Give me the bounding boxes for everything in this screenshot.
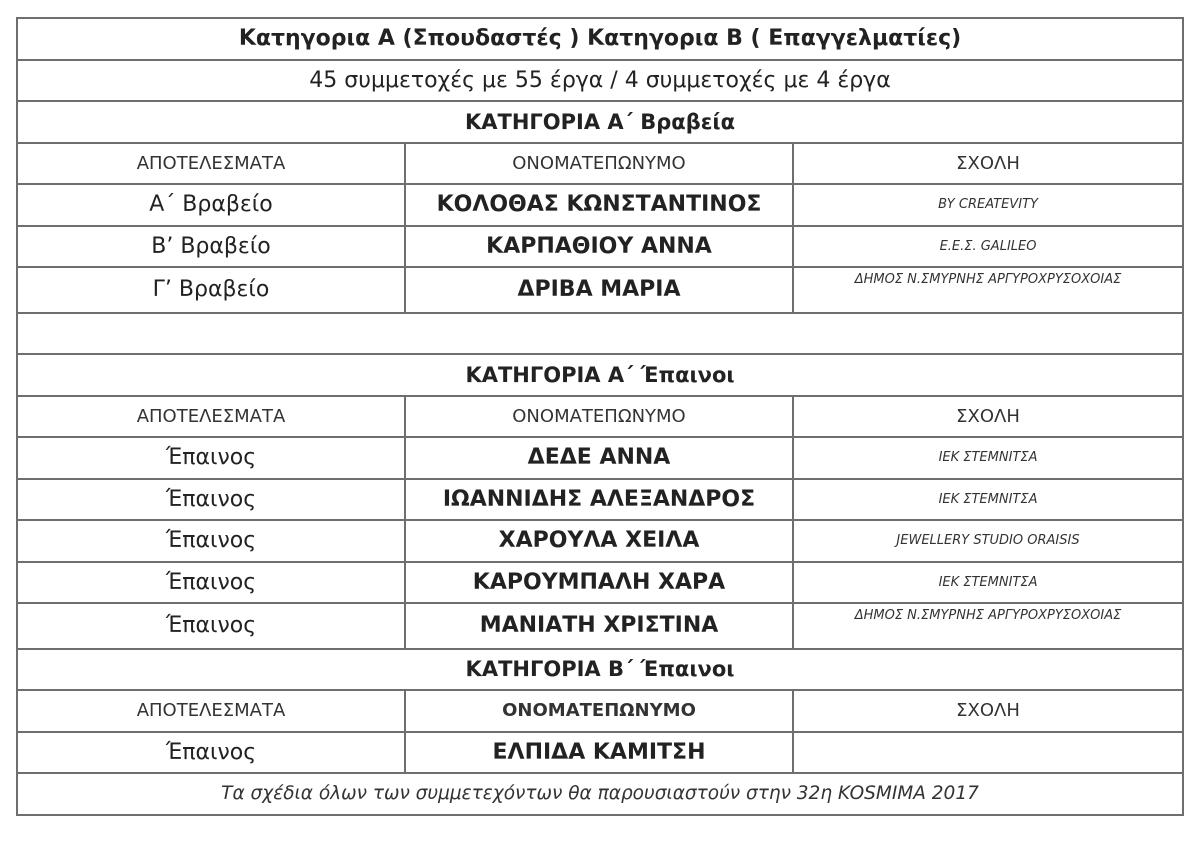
section-a-awards-row [17,101,1183,143]
school-cell: Ε.Ε.Σ. GALILEO [793,226,1183,268]
name-cell: ΚΑΡΟΥΜΠΑΛΗ ΧΑΡΑ [405,562,793,604]
header-school: ΣΧΟΛΗ [793,690,1183,732]
school-cell: JEWELLERY STUDIO ORAISIS [793,520,1183,562]
header-result: ΑΠΟΤΕΛΕΣΜΑΤΑ [17,690,405,732]
result-cell: Έπαινος [17,603,405,649]
name-cell: ΚΑΡΠΑΘΙΟΥ ΑΝΝΑ [405,226,793,268]
school-cell: ΔΗΜΟΣ Ν.ΣΜΥΡΝΗΣ ΑΡΓΥΡΟΧΡΥΣΟΧΟΙΑΣ [793,603,1183,649]
name-cell: ΚΟΛΟΘΑΣ ΚΩΝΣΤΑΝΤΙΝΟΣ [405,184,793,226]
name-cell: ΕΛΠΙΔΑ ΚΑΜΙΤΣΗ [405,732,793,774]
school-cell: ΔΗΜΟΣ Ν.ΣΜΥΡΝΗΣ ΑΡΓΥΡΟΧΡΥΣΟΧΟΙΑΣ [793,267,1183,313]
name-cell: ΙΩΑΝΝΙΔΗΣ ΑΛΕΞΑΝΔΡΟΣ [405,479,793,521]
result-cell: Έπαινος [17,732,405,774]
school-cell [793,732,1183,774]
result-cell: Έπαινος [17,562,405,604]
table-row [17,267,1183,313]
participation-summary: 45 συμμετοχές με 55 έργα / 4 συμμετοχές με 4 έργα [17,60,1183,102]
name-cell: ΧΑΡΟΥΛΑ ΧΕΙΛΑ [405,520,793,562]
title-row [17,18,1183,60]
section-a-awards-title: ΚΑΤΗΓΟΡΙΑ Α΄ Βραβεία [17,101,1183,143]
header-result: ΑΠΟΤΕΛΕΣΜΑΤΑ [17,143,405,185]
header-result: ΑΠΟΤΕΛΕΣΜΑΤΑ [17,396,405,438]
header-school: ΣΧΟΛΗ [793,396,1183,438]
school-cell: ΙΕΚ ΣΤΕΜΝΙΤΣΑ [793,479,1183,521]
name-cell: ΔΕΔΕ ΑΝΝΑ [405,437,793,479]
table-row [17,603,1183,649]
result-cell: Α΄ Βραβείο [17,184,405,226]
name-cell: ΜΑΝΙΑΤΗ ΧΡΙΣΤΙΝΑ [405,603,793,649]
table-row [17,226,1183,268]
result-cell: Γ’ Βραβείο [17,267,405,313]
footer-row [17,773,1183,815]
header-school: ΣΧΟΛΗ [793,143,1183,185]
result-cell: Β’ Βραβείο [17,226,405,268]
header-name: ΟΝΟΜΑΤΕΠΩΝΥΜΟ [405,143,793,185]
table-row [17,479,1183,521]
table-row [17,437,1183,479]
document-title: Κατηγορια Α (Σπουδαστές ) Κατηγορια Β ( Επαγγελματίες) [17,18,1183,60]
school-cell: ΙΕΚ ΣΤΕΜΝΙΤΣΑ [793,562,1183,604]
table-header-row [17,396,1183,438]
blank-cell [17,313,1183,355]
result-cell: Έπαινος [17,437,405,479]
table-row [17,562,1183,604]
table-row [17,520,1183,562]
table-row [17,184,1183,226]
section-a-commendations-row [17,354,1183,396]
name-cell: ΔΡΙΒΑ ΜΑΡΙΑ [405,267,793,313]
table-header-row [17,690,1183,732]
footer-note: Τα σχέδια όλων των συμμετεχόντων θα παρουσιαστούν στην 32η KOSMIMA 2017 [17,773,1183,815]
result-cell: Έπαινος [17,520,405,562]
section-a-commendations-title: ΚΑΤΗΓΟΡΙΑ Α΄ Έπαινοι [17,354,1183,396]
result-cell: Έπαινος [17,479,405,521]
school-cell: BY CREATEVITY [793,184,1183,226]
section-b-commendations-row [17,649,1183,691]
results-document [16,17,1184,816]
school-cell: ΙΕΚ ΣΤΕΜΝΙΤΣΑ [793,437,1183,479]
blank-row [17,313,1183,355]
table-row [17,732,1183,774]
results-table [16,17,1184,816]
subtitle-row [17,60,1183,102]
header-name: ΟΝΟΜΑΤΕΠΩΝΥΜΟ [405,690,793,732]
table-header-row [17,143,1183,185]
header-name: ΟΝΟΜΑΤΕΠΩΝΥΜΟ [405,396,793,438]
section-b-commendations-title: ΚΑΤΗΓΟΡΙΑ Β΄ Έπαινοι [17,649,1183,691]
